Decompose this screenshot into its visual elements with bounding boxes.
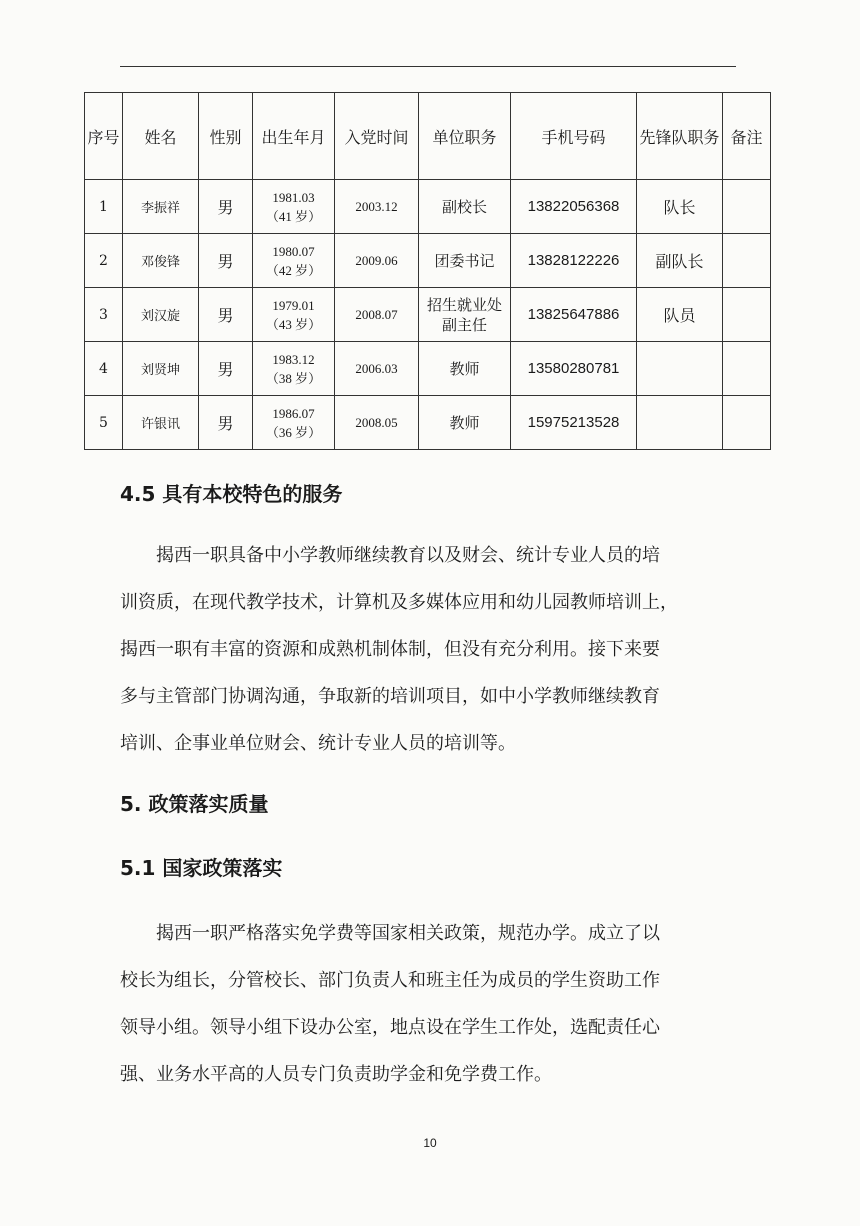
header-cell: 姓名 [123,93,199,180]
member-gender: 男 [199,396,253,450]
paragraph-line: 训资质，在现代教学技术，计算机及多媒体应用和幼儿园教师培训上， [120,592,678,613]
position-cell [419,180,511,234]
party-date: 2008.07 [335,288,419,342]
member-gender: 男 [199,234,253,288]
row-number: 5 [85,396,123,450]
birth-cell [253,180,335,234]
note-cell [723,234,771,288]
age: （43 岁） [265,316,322,332]
age: （38 岁） [265,370,322,386]
member-name: 刘贤坤 [123,342,199,396]
party-date: 2008.05 [335,396,419,450]
birth-date: 1986.07 [272,405,315,421]
phone-number: 13828122226 [511,234,637,288]
paragraph-line: 校长为组长，分管校长、部门负责人和班主任为成员的学生资助工作 [120,970,660,991]
row-number: 4 [85,342,123,396]
age: （36 岁） [265,424,322,440]
table-header-row [85,93,771,180]
position-cell [419,396,511,450]
phone-number: 13580280781 [511,342,637,396]
section-heading-5: 5. 政策落实质量 [120,792,269,816]
section-5-1-paragraph [120,910,740,1098]
section-4-5-paragraph [120,532,740,767]
position-line: 副校长 [441,197,487,216]
paragraph-line: 多与主管部门协调沟通，争取新的培训项目，如中小学教师继续教育 [120,686,660,707]
birth-cell [253,342,335,396]
note-cell [723,288,771,342]
member-name: 李振祥 [123,180,199,234]
position-line: 副主任 [441,315,487,334]
header-rule [120,66,736,67]
table-row [85,396,771,450]
member-gender: 男 [199,180,253,234]
table-row [85,180,771,234]
birth-date: 1980.07 [272,243,315,259]
paragraph-line: 强、业务水平高的人员专门负责助学金和免学费工作。 [120,1064,552,1085]
paragraph-line: 培训、企事业单位财会、统计专业人员的培训等。 [120,733,516,754]
birth-date: 1979.01 [272,297,315,313]
header-cell: 备注 [723,93,771,180]
header-cell: 单位职务 [419,93,511,180]
header-cell: 序号 [85,93,123,180]
member-name: 刘汉旋 [123,288,199,342]
paragraph-line: 揭西一职有丰富的资源和成熟机制体制，但没有充分利用。接下来要 [120,639,660,660]
birth-cell [253,288,335,342]
page-number: 10 [423,1136,437,1150]
birth-date: 1983.12 [272,351,315,367]
position-cell [419,342,511,396]
header-cell: 先锋队职务 [637,93,723,180]
age: （41 岁） [265,208,322,224]
header-cell: 手机号码 [511,93,637,180]
table-row [85,234,771,288]
staff-table [84,92,771,450]
position-line: 教师 [449,359,480,378]
header-cell: 性别 [199,93,253,180]
position-line: 招生就业处 [426,295,502,314]
birth-cell [253,396,335,450]
paragraph-line: 揭西一职具备中小学教师继续教育以及财会、统计专业人员的培 [156,545,660,566]
member-name: 许银讯 [123,396,199,450]
section-heading-4-5: 4.5 具有本校特色的服务 [120,482,343,506]
party-date: 2003.12 [335,180,419,234]
paragraph-line: 领导小组。领导小组下设办公室，地点设在学生工作处，选配责任心 [120,1017,660,1038]
note-cell [723,342,771,396]
phone-number: 13822056368 [511,180,637,234]
row-number: 3 [85,288,123,342]
vanguard-role: 队员 [637,288,723,342]
paragraph-line: 揭西一职严格落实免学费等国家相关政策，规范办学。成立了以 [156,923,660,944]
header-cell: 入党时间 [335,93,419,180]
vanguard-role [637,396,723,450]
header-cell: 出生年月 [253,93,335,180]
table-row [85,342,771,396]
vanguard-role [637,342,723,396]
position-cell [419,234,511,288]
vanguard-role: 副队长 [637,234,723,288]
position-cell [419,288,511,342]
member-gender: 男 [199,342,253,396]
row-number: 2 [85,234,123,288]
table-row [85,288,771,342]
note-cell [723,396,771,450]
phone-number: 13825647886 [511,288,637,342]
age: （42 岁） [265,262,322,278]
birth-date: 1981.03 [272,189,315,205]
position-line: 团委书记 [434,251,495,270]
phone-number: 15975213528 [511,396,637,450]
party-date: 2006.03 [335,342,419,396]
vanguard-role: 队长 [637,180,723,234]
member-name: 邓俊锋 [123,234,199,288]
note-cell [723,180,771,234]
birth-cell [253,234,335,288]
row-number: 1 [85,180,123,234]
member-gender: 男 [199,288,253,342]
position-line: 教师 [449,413,480,432]
party-date: 2009.06 [335,234,419,288]
section-heading-5-1: 5.1 国家政策落实 [120,856,283,880]
